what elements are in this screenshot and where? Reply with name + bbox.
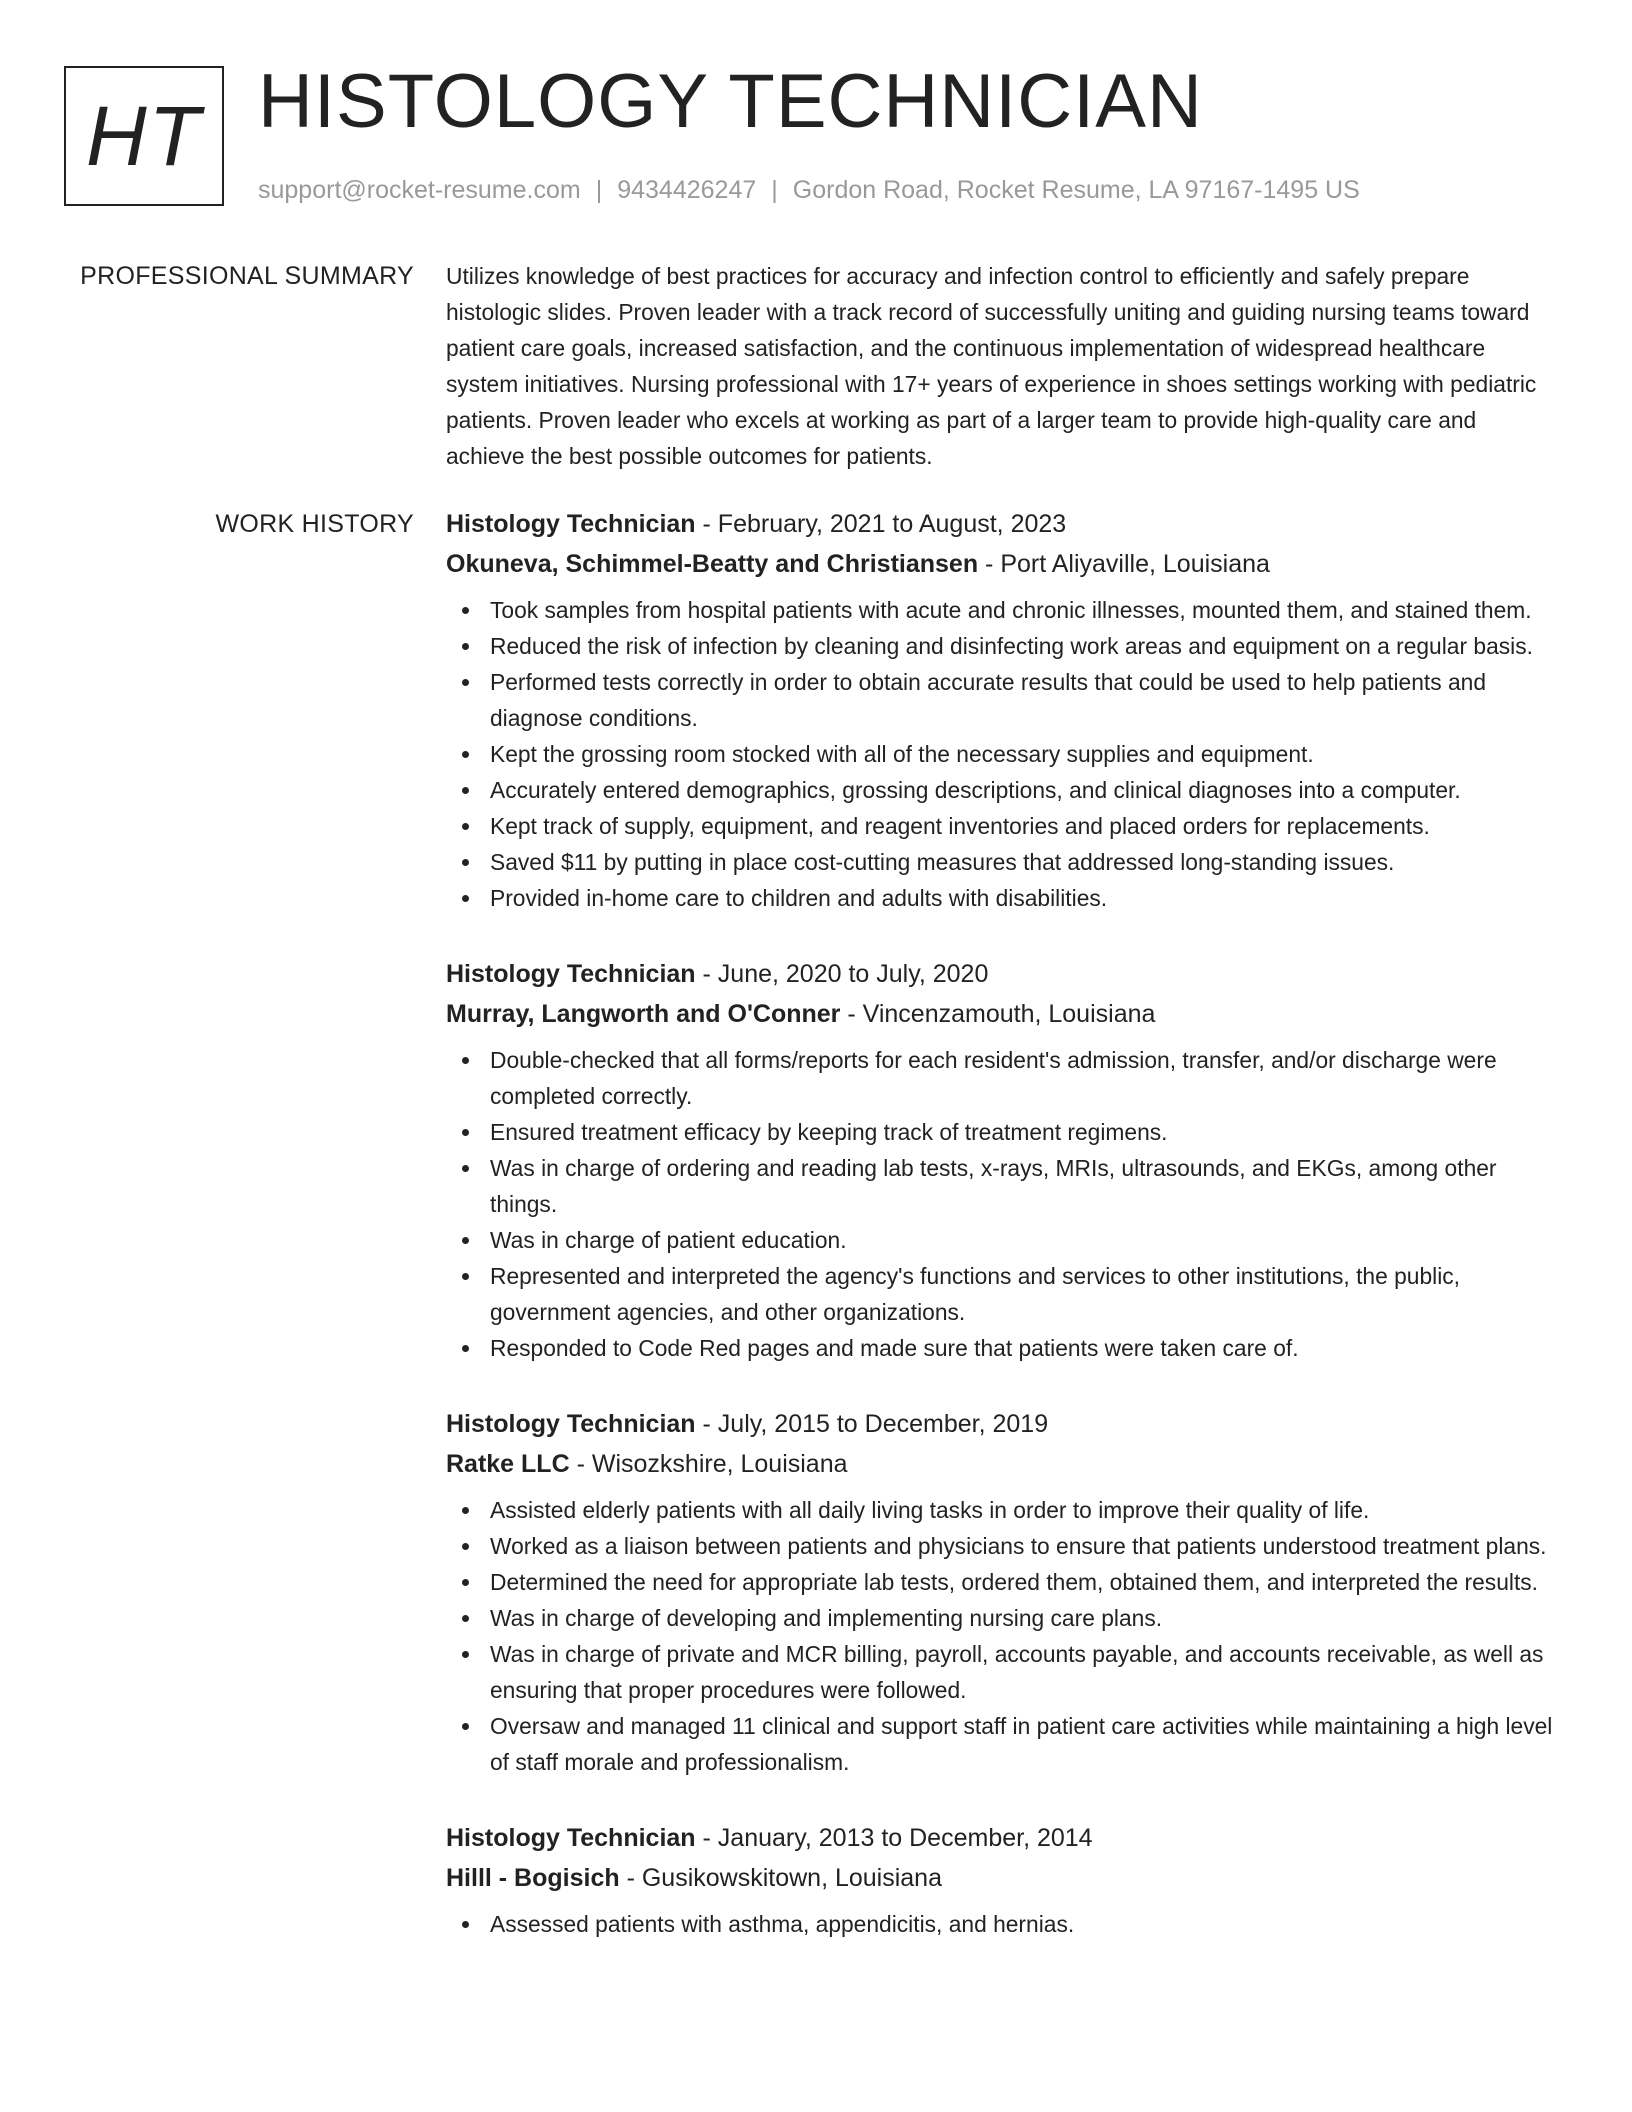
job-company: Murray, Langworth and O'Conner (446, 1000, 841, 1028)
job-bullet-item: Kept track of supply, equipment, and reagent inventories and placed orders for replacements. (446, 808, 1556, 844)
job-company: Hilll - Bogisich (446, 1864, 620, 1892)
job-bullet-item: Took samples from hospital patients with acute and chronic illnesses, mounted them, and stained them. (446, 592, 1556, 628)
work-history-body (446, 504, 1556, 1980)
job-bullet-item: Accurately entered demographics, grossing descriptions, and clinical diagnoses into a computer. (446, 772, 1556, 808)
job-title: Histology Technician (446, 1410, 696, 1438)
job-bullet-item: Assisted elderly patients with all daily living tasks in order to improve their quality of life. (446, 1492, 1556, 1528)
job-bullet-item: Ensured treatment efficacy by keeping track of treatment regimens. (446, 1114, 1556, 1150)
job-company: Okuneva, Schimmel-Beatty and Christiansen (446, 550, 979, 578)
job-dates: - February, 2021 to August, 2023 (695, 510, 1067, 538)
contact-address: Gordon Road, Rocket Resume, LA 97167-1495 US (792, 176, 1360, 204)
job-bullet-item: Reduced the risk of infection by cleaning and disinfecting work areas and equipment on a regular basis. (446, 628, 1556, 664)
job-company-line (446, 994, 1556, 1034)
contact-line (258, 172, 1360, 208)
summary-text: Utilizes knowledge of best practices for accuracy and infection control to efficiently and safely prepare histologic slides. Proven leader with a track record of successfully uniting and guiding nursing teams toward patient care goals, increased satisfaction, and the continuous implementation of widespread healthcare system initiatives. Nursing professional with 17+ years of experience in shoes settings working with pediatric patients. Proven leader who excels at working as part of a larger team to provide high-quality care and achieve the best possible outcomes for patients. (446, 263, 1537, 469)
job-entry (446, 504, 1556, 916)
job-bullet-item: Double-checked that all forms/reports for each resident's admission, transfer, and/or discharge were completed correctly. (446, 1042, 1556, 1114)
job-bullet-item: Was in charge of patient education. (446, 1222, 1556, 1258)
job-bullet-item: Worked as a liaison between patients and physicians to ensure that patients understood treatment plans. (446, 1528, 1556, 1564)
job-bullet-item: Determined the need for appropriate lab tests, ordered them, obtained them, and interpreted the results. (446, 1564, 1556, 1600)
monogram-logo: HT (64, 66, 224, 206)
job-title-line (446, 954, 1556, 994)
job-bullet-item: Assessed patients with asthma, appendicitis, and hernias. (446, 1906, 1556, 1942)
job-company-line (446, 1444, 1556, 1484)
summary-body (446, 258, 1556, 474)
job-entry (446, 1404, 1556, 1780)
job-dates: - July, 2015 to December, 2019 (695, 1410, 1049, 1438)
job-bullet-list (446, 1906, 1556, 1942)
job-bullet-item: Represented and interpreted the agency's functions and services to other institutions, the public, government agencies, and other organizations. (446, 1258, 1556, 1330)
job-bullet-item: Saved $11 by putting in place cost-cutting measures that addressed long-standing issues. (446, 844, 1556, 880)
job-bullet-item: Was in charge of ordering and reading lab tests, x-rays, MRIs, ultrasounds, and EKGs, among other things. (446, 1150, 1556, 1222)
summary-label: PROFESSIONAL SUMMARY (80, 262, 414, 290)
contact-separator: | (771, 176, 778, 204)
job-entry (446, 954, 1556, 1366)
job-bullet-item: Provided in-home care to children and adults with disabilities. (446, 880, 1556, 916)
job-location: - Wisozkshire, Louisiana (569, 1450, 848, 1478)
job-entry (446, 1818, 1556, 1942)
job-company-line (446, 544, 1556, 584)
contact-separator: | (595, 176, 603, 204)
job-title-line (446, 504, 1556, 544)
job-bullet-item: Was in charge of private and MCR billing, payroll, accounts payable, and accounts receivable, as well as ensuring that proper procedures were followed. (446, 1636, 1556, 1708)
job-bullet-list (446, 592, 1556, 916)
job-bullet-list (446, 1492, 1556, 1780)
job-bullet-item: Was in charge of developing and implementing nursing care plans. (446, 1600, 1556, 1636)
job-location: - Vincenzamouth, Louisiana (840, 1000, 1156, 1028)
job-location: - Port Aliyaville, Louisiana (978, 550, 1270, 578)
job-bullet-item: Oversaw and managed 11 clinical and support staff in patient care activities while maintaining a high level of staff morale and professionalism. (446, 1708, 1556, 1780)
job-bullet-item: Kept the grossing room stocked with all of the necessary supplies and equipment. (446, 736, 1556, 772)
job-company-line (446, 1858, 1556, 1898)
job-bullet-item: Responded to Code Red pages and made sure that patients were taken care of. (446, 1330, 1556, 1366)
job-bullet-list (446, 1042, 1556, 1366)
job-location: - Gusikowskitown, Louisiana (619, 1864, 942, 1892)
work-history-label: WORK HISTORY (215, 510, 414, 538)
contact-email[interactable]: support@rocket-resume.com (258, 176, 581, 204)
job-title: Histology Technician (446, 960, 696, 988)
job-title: Histology Technician (446, 1824, 696, 1852)
job-bullet-item: Performed tests correctly in order to obtain accurate results that could be used to help patients and diagnose conditions. (446, 664, 1556, 736)
job-title-line (446, 1818, 1556, 1858)
resume-title: HISTOLOGY TECHNICIAN (258, 59, 1203, 144)
job-company: Ratke LLC (446, 1450, 570, 1478)
contact-phone[interactable]: 9434426247 (617, 176, 757, 204)
job-title-line (446, 1404, 1556, 1444)
job-dates: - January, 2013 to December, 2014 (695, 1824, 1093, 1852)
job-title: Histology Technician (446, 510, 696, 538)
job-dates: - June, 2020 to July, 2020 (695, 960, 989, 988)
